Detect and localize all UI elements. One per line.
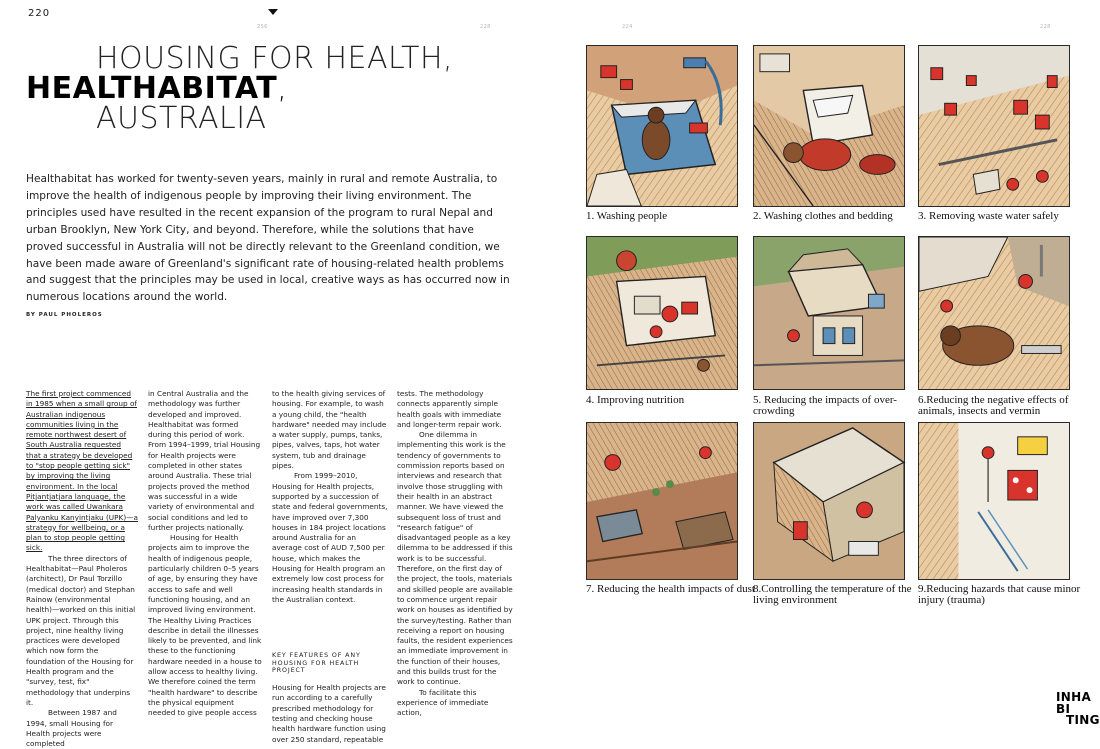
illustration-washing-clothes [753,45,905,207]
logo-line-2: BI [1056,701,1071,716]
body-paragraph: tests. The methodology connects apparently simple health goals with immediate and longer-term repair work. [397,389,502,429]
title-comma: , [277,71,288,106]
body-paragraph: From 1999–2010, Housing for Health projects, supported by a succession of state and federal governments, have improved over 7,300 houses in 184 project locations around Australia for an average cost of AUD 7,500 per house, which makes the Housing for Health program an extremely low cost process for increasing health standards in the Australian context. [272,471,388,604]
intro-paragraph: Healthabitat has worked for twenty-seven years, mainly in rural and remote Australia, to improve the health of indigenous people by improving their living environment. The principles used have resulted in the recent expansion of the program to rural Nepal and urban Brooklyn, New York City, and beyond. Therefore, while the solutions that have proved successful in Australia will not be directly relevant to the Greenland condition, we have been made aware of Greenland's significant rate of housing-related health problems and suggest that the principles may be used in local, creative ways as has occurred now in numerous locations around the world. [26,173,510,304]
title-line-2-wrap [26,71,546,106]
illustration-temperature [753,422,905,580]
illustration-washing-people [586,45,738,207]
running-header-item: 256 [257,24,268,30]
title-line-1: HOUSING FOR HEALTH, [96,41,454,76]
body-underlined-lead: The first project commenced in 1985 when a small group of Australian indigenous communities living in the remote northwest desert of South Australia requested that a strategy be developed to "stop people getting sick" by improving the living environment. In the local Pitjantjatjara language, the work was called Uwankara Palyanku Kanyintjaku (UPK)—a strategy for wellbeing, or a plan to stop people getting sick. [26,389,138,553]
figure-caption: 6.Reducing the negative effects of animals, insects and vermin [918,394,1069,417]
body-column-3 [272,389,388,745]
body-column-1 [26,389,138,749]
figure-caption: 4. Improving nutrition [586,394,685,406]
illustration-overcrowding [753,236,905,390]
logo-line-3: TING [1066,713,1100,727]
body-column-4 [397,389,513,719]
figure-caption: 5. Reducing the impacts of over-crowding [753,394,897,417]
body-column-2 [148,389,262,719]
figure-caption: 1. Washing people [586,210,668,222]
inhabiting-logo [1056,690,1100,727]
page-number: 220 [28,8,51,19]
illustration-improving-nutrition [586,236,738,390]
figure-caption: 8.Controlling the temperature of the living environment [753,583,912,606]
healthy-living-figure [580,40,1080,606]
figure-caption: 3. Removing waste water safely [918,210,1059,222]
body-paragraph: to the health giving services of housing. For example, to wash a young child, the "health hardware" needed may include a water supply, pumps, tanks, pipes, valves, taps, hot water system, tub and drainage pipes. [272,389,387,471]
title-line-2: HEALTHABITAT [26,71,278,106]
running-header-item: 228 [1040,24,1051,30]
illustration-minor-injury [918,422,1070,580]
running-header-strip [100,24,1090,32]
running-header-item: 224 [622,24,633,30]
body-paragraph: in Central Australia and the methodology was further developed and improved. Healthabitat was formed during this period of work. From 1994–1999, trial Housing for Health projects were completed in other states around Australia. These trial projects proved the method was successful in a wide variety of environmental and social conditions and led to further projects nationally. [148,389,261,532]
page-marker-icon [268,9,278,15]
section-subheading: KEY FEATURES OF ANY HOUSING FOR HEALTH PROJECT [272,652,361,675]
title-line-3: AUSTRALIA [96,101,267,136]
body-paragraph: Between 1987 and 1994, small Housing for Health projects were completed [26,708,117,749]
body-paragraph: One dilemma in implementing this work is the tendency of governments to commission reports based on interviews and research that involve those struggling with their health in an abstract manner. We have viewed the subsequent loss of trust and "research fatigue" of disadvantaged people as a key dilemma to be addressed if this work is to be successful. Therefore, on the first day of the project, the tools, materials and skilled people are available to commence urgent repair work on houses as identified by the survey/testing. Rather than receiving a report on housing faults, the resident experiences an immediate improvement in the function of their houses, and this builds trust for the work to continue. [397,430,513,687]
running-header-item: 228 [480,24,491,30]
figure-caption: 9.Reducing hazards that cause minor injury (trauma) [918,583,1081,606]
article-title [26,41,546,136]
body-paragraph: To facilitate this experience of immediate action, [397,687,489,718]
body-paragraph: Housing for Health projects aim to improve the health of indigenous people, particularly children 0–5 years of age, by ensuring they have access to safe and well functioning housing, and an improved living environment. The Healthy Living Practices describe in detail the illnesses likely to be prevented, and link these to the functioning hardware needed in a house to allow access to healthy living. We therefore coined the term "health hardware" to describe the physical equipment needed to give people access [148,533,262,718]
illustration-dust [586,422,738,580]
body-paragraph: The three directors of Healthabitat—Paul Pholeros (architect), Dr Paul Torzillo (medical doctor) and Stephan Rainow (environmental health)—worked on this initial UPK project. Through this project, nine healthy living practices were developed which now form the foundation of the Housing for Health program and the "survey, test, fix" methodology that underpins it. [26,553,136,707]
byline: BY PAUL PHOLEROS [26,312,103,318]
illustration-removing-waste-water [918,45,1070,207]
logo-line-1: INHA [1056,690,1092,704]
illustration-animals-insects-vermin [918,236,1070,390]
body-paragraph: Housing for Health projects are run according to a carefully prescribed methodology for testing and checking house health hardware function using over 250 standard, repeatable [272,683,386,744]
figure-caption: 2. Washing clothes and bedding [753,210,893,222]
figure-caption: 7. Reducing the health impacts of dust [586,583,755,595]
